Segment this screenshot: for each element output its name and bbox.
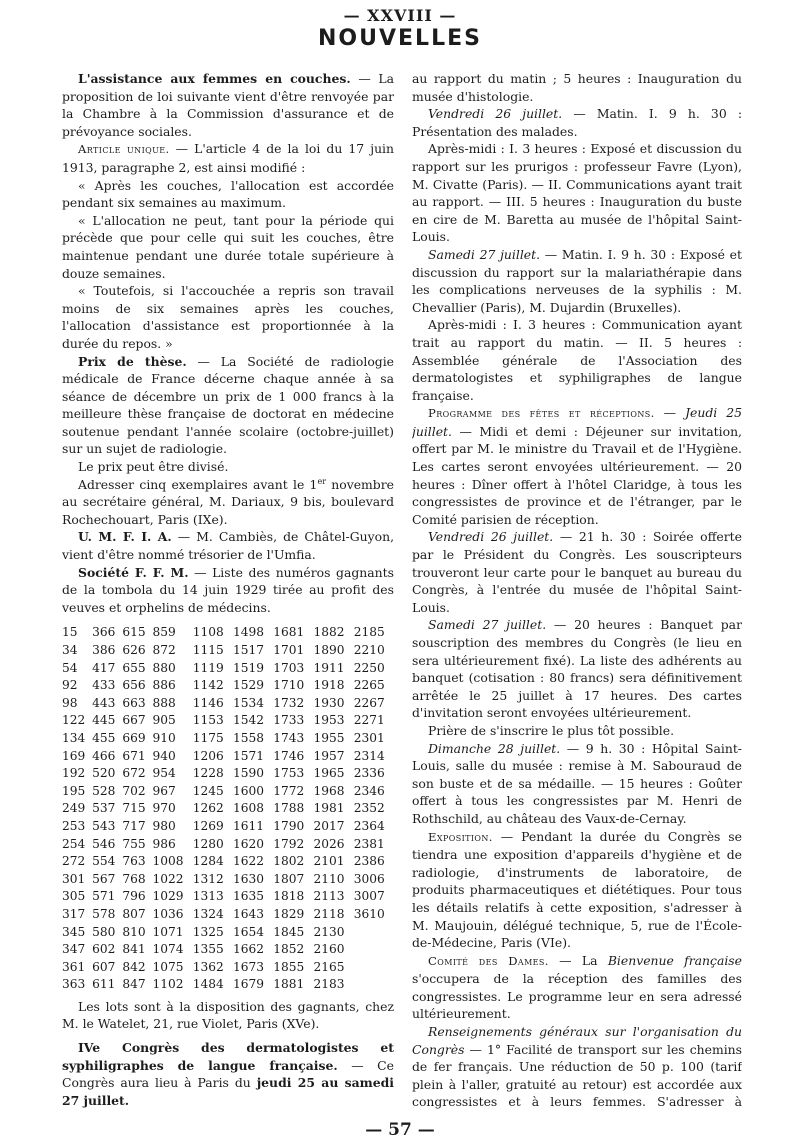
table-cell: 954 (152, 766, 176, 781)
table-row (62, 941, 394, 959)
paragraph-quote-2: « L'allocation ne peut, tant pour la période qui précède que pour celle qui suit les couches, être maintenue pendant une durée totale supérieure à douze semaines. (62, 212, 394, 281)
table-cell: 466 (92, 748, 116, 763)
table-cell: 1519 (232, 660, 265, 675)
text-exposition: — Pendant la durée du Congrès se tiendra une exposition d'appareils d'hygiène et de radiologie, d'instruments de laboratoire, de produits pharmaceutiques et diététiques. Pour tous les détails relatifs à cette exposition, s'adresser à M. Maujouin, délégué technique, 5, rue de l'École-de-Médecine, Paris (VIe). (412, 828, 742, 951)
table-cell: 2314 (353, 748, 385, 763)
table-cell: 859 (152, 625, 176, 640)
page-roman-numeral: — XXVIII — (343, 6, 457, 25)
table-cell: 254 (62, 836, 86, 851)
table-row (62, 924, 394, 942)
lead-exposition: Exposition. (428, 829, 493, 844)
table-cell (354, 941, 394, 959)
paragraph-umfia (62, 528, 394, 563)
table-row (62, 748, 394, 766)
table-cell: 715 (122, 801, 146, 816)
table-cell: 717 (122, 818, 146, 833)
table-cell: 768 (122, 871, 146, 886)
table-cell: 317 (62, 906, 86, 921)
table-cell: 1175 (192, 730, 224, 745)
table-cell: 986 (152, 836, 176, 851)
table-row (62, 976, 394, 994)
paragraph-prurigos: Après-midi : I. 3 heures : Exposé et discussion du rapport sur les prurigos : professeur Favre (Lyon), M. Civatte (Paris). — II. Communications ayant trait au rapport. — III. 5 heures : Inauguration du buste en cire de M. Baretta au musée de l'hôpital Saint-Louis. (412, 141, 742, 245)
text-adresser-b: novembre au secrétaire général, M. Dariaux, 9 bis, boulevard Rochechouart, Paris (IXe). (62, 476, 394, 527)
text-dimanche: — 9 h. 30 : Hôpital Saint-Louis, salle du musée : remise à M. Sabouraud de son buste et de sa médaille. — 15 heures : Goûter offert à tous les congressistes par M. Henri de Rothschild, au château des Vaux-de-Cernay. (412, 740, 742, 826)
table-cell: 520 (92, 766, 116, 781)
table-cell: 1312 (192, 871, 224, 886)
paragraph-comite (412, 952, 742, 1023)
table-cell: 2267 (353, 695, 385, 710)
table-cell: 1542 (232, 713, 265, 728)
table-cell: 2183 (313, 977, 345, 992)
table-cell: 1534 (232, 695, 265, 710)
table-cell: 253 (62, 818, 86, 833)
table-cell: 1119 (192, 660, 224, 675)
lead-assistance: L'assistance aux femmes en couches. (78, 71, 351, 86)
lead-article: Article unique. (78, 142, 170, 157)
table-cell: 880 (152, 660, 176, 675)
table-cell: 361 (62, 959, 86, 974)
table-cell: 386 (92, 643, 116, 657)
table-cell: 2165 (313, 959, 345, 974)
table-cell: 445 (92, 713, 116, 728)
table-cell: 672 (122, 766, 146, 781)
table-row (62, 695, 394, 713)
table-cell: 1753 (273, 766, 305, 781)
table-cell: 607 (92, 959, 116, 974)
table-row (62, 660, 394, 678)
table-cell: 443 (92, 695, 116, 710)
table-cell: 249 (62, 801, 86, 816)
paragraph-programme-scientifique (62, 1109, 394, 1110)
table-row (62, 730, 394, 748)
table-cell: 1108 (192, 625, 224, 640)
table-cell: 2336 (353, 766, 385, 781)
table-cell: 455 (92, 730, 116, 745)
table-cell: 1679 (232, 977, 265, 992)
table-cell: 1807 (273, 871, 305, 886)
text-bienvenue: Bienvenue française (607, 952, 742, 968)
paragraph-quote-3: « Toutefois, si l'accouchée a repris son travail moins de six semaines après les couches, l'allocation d'assistance est proportionnée à la durée du repos. » (62, 283, 394, 351)
table-cell: 2265 (353, 678, 385, 693)
paragraph-tombola (62, 564, 394, 617)
date-dimanche: Dimanche 28 juillet. (428, 740, 561, 756)
table-cell: 888 (152, 695, 176, 710)
table-cell: 1075 (152, 959, 184, 974)
table-cell: 967 (152, 783, 176, 798)
table-cell: 2185 (353, 625, 385, 640)
table-cell: 1818 (273, 889, 305, 904)
table-cell: 2250 (353, 660, 385, 675)
table-cell: 1228 (192, 766, 224, 781)
table-cell: 2110 (313, 871, 345, 886)
text-vendredi: — Matin. I. 9 h. 30 : Présentation des malades. (412, 106, 742, 139)
table-cell: 1280 (192, 836, 224, 851)
table-cell: 567 (92, 871, 116, 886)
table-cell: 1703 (273, 660, 305, 675)
paragraph-r1: au rapport du matin ; 5 heures : Inauguration du musée d'histologie. (412, 71, 742, 104)
winning-numbers-table (62, 624, 394, 993)
table-cell: 1881 (273, 977, 305, 992)
section-title: NOUVELLES (318, 26, 482, 51)
table-cell: 905 (152, 713, 176, 728)
table-cell: 1611 (232, 818, 265, 833)
table-row (62, 871, 394, 889)
paragraph-vendredi (412, 105, 742, 140)
table-cell: 1622 (232, 854, 265, 869)
paragraph-exposition (412, 828, 742, 952)
table-row (62, 800, 394, 818)
left-column (62, 70, 394, 1110)
table-cell: 2210 (353, 643, 385, 657)
paragraph-fetes: Programme des fêtes et réceptions. — Jeudi 25 juillet. — Midi et demi : Déjeuner sur invitation, offert par M. le ministre du Travail et de l'Hygiène. Les cartes seront envoyées ultérieurement. — 20 heures : Dîner offert à l'hôtel Claridge, à tous les congressistes de province et de l'étranger, par le Comité parisien de réception. (412, 405, 742, 527)
table-row (62, 836, 394, 854)
text-congres: — Ce Congrès aura lieu à Paris du (62, 1057, 394, 1091)
text-soiree: — 21 h. 30 : Soirée offerte par le Président du Congrès. Les souscripteurs trouveront leur carte pour le banquet au bureau du Congrès, à l'entrée du musée de l'hôpital Saint-Louis. (412, 529, 742, 615)
table-cell: 1029 (152, 889, 184, 904)
table-cell: 1146 (192, 695, 224, 710)
table-cell: 2026 (313, 836, 345, 851)
table-cell: 1829 (273, 906, 305, 921)
table-cell: 1206 (192, 748, 224, 763)
table-cell: 2352 (353, 801, 385, 816)
text-assistance: — La proposition de loi suivante vient d'être renvoyée par la Chambre à la Commission d'assurance et de prévoyance sociales. (62, 71, 394, 139)
table-cell: 15 (62, 625, 78, 640)
table-cell: 1743 (273, 730, 305, 745)
table-cell: 842 (122, 959, 146, 974)
paragraph-dimanche (412, 740, 742, 828)
table-cell: 1269 (192, 818, 224, 833)
table-cell: 1153 (192, 713, 224, 728)
text-fetes: — Midi et demi : Déjeuner sur invitation, offert par M. le ministre du Travail et de l'Hygiène. Les cartes seront envoyées ultérieurement. — 20 heures : Dîner offert à l'hôtel Claridge, à tous les congressistes de province et de l'étranger, par le Comité parisien de réception. (412, 423, 742, 527)
table-cell: 810 (122, 924, 146, 939)
table-cell: 1654 (232, 924, 265, 939)
table-row (62, 906, 394, 924)
table-cell: 1732 (273, 695, 305, 710)
paragraph-article (62, 140, 394, 176)
table-cell: 554 (92, 854, 116, 869)
table-cell: 1930 (313, 695, 345, 710)
table-cell: 940 (152, 748, 176, 763)
table-row (62, 888, 394, 906)
table-cell: 1882 (313, 625, 345, 640)
table-cell: 2381 (353, 836, 385, 851)
date-samedi: Samedi 27 juillet. (428, 246, 541, 262)
table-cell: 910 (152, 730, 176, 745)
table-cell: 1608 (232, 801, 265, 816)
paragraph-soiree (412, 528, 742, 616)
page-number: — 57 — (365, 1120, 435, 1140)
table-cell: 1710 (273, 678, 305, 693)
table-row (62, 765, 394, 783)
table-cell: 1802 (273, 854, 305, 869)
table-cell: 1102 (152, 977, 184, 992)
table-cell: 1852 (273, 942, 305, 957)
table-cell: 1673 (232, 959, 265, 974)
text-comite-a: — La (548, 952, 608, 968)
table-cell: 1074 (152, 942, 184, 957)
text-adresser-a: Adresser cinq exemplaires avant le 1 (78, 476, 318, 492)
table-cell: 841 (122, 942, 146, 957)
table-cell: 669 (122, 730, 146, 745)
table-cell: 847 (122, 977, 146, 992)
table-cell: 1313 (192, 889, 224, 904)
table-cell: 1643 (232, 906, 265, 921)
text-tombola: — Liste des numéros gagnants de la tombola du 14 juin 1929 tirée au profit des veuves et orphelins de médecins. (62, 564, 394, 615)
table-cell: 2118 (313, 906, 345, 921)
table-cell: 1362 (192, 959, 224, 974)
table-cell: 1284 (192, 854, 224, 869)
table-cell: 1115 (192, 643, 224, 657)
table-row (62, 783, 394, 801)
table-cell: 1630 (232, 871, 265, 886)
table-cell: 1324 (192, 906, 224, 921)
table-cell: 1681 (273, 625, 305, 640)
table-cell: 626 (122, 643, 146, 657)
table-cell: 796 (122, 889, 146, 904)
paragraph-congres (62, 1039, 394, 1109)
table-cell: 2113 (313, 889, 345, 904)
table-cell: 655 (122, 660, 146, 675)
table-cell: 1890 (313, 643, 345, 657)
table-cell: 615 (122, 625, 146, 640)
paragraph-inscrire: Prière de s'inscrire le plus tôt possible. (428, 722, 675, 738)
table-cell: 1965 (313, 766, 345, 781)
dates-congres: jeudi 25 au samedi 27 juillet. (62, 1075, 394, 1108)
text-banquet: — 20 heures : Banquet par souscription des membres du Congrès (le lieu en sera ultérieurement fixé). La liste des adhérents au banquet (cotisation : 80 francs) sera définitivement arrêtée le 25 juillet à 17 heures. Des cartes d'invitation seront envoyées ultérieurement. (412, 617, 742, 721)
table-cell: 763 (122, 854, 146, 869)
table-cell: 1590 (232, 766, 265, 781)
table-cell: 611 (92, 977, 116, 992)
table-cell: 1071 (152, 924, 184, 939)
table-cell: 1788 (273, 801, 305, 816)
table-cell: 1981 (313, 801, 345, 816)
table-cell: 578 (92, 906, 116, 921)
table-cell: 1484 (192, 977, 224, 992)
table-cell: 2160 (313, 942, 345, 957)
table-cell: 192 (62, 766, 86, 781)
table-cell: 1911 (313, 660, 345, 675)
table-cell: 3006 (353, 871, 385, 886)
table-cell: 417 (92, 660, 116, 675)
table-cell: 1600 (232, 783, 265, 798)
table-cell: 98 (62, 695, 78, 710)
table-cell: 886 (152, 678, 176, 693)
table-cell: 755 (122, 836, 146, 851)
table-row (62, 712, 394, 730)
lead-comite: Comité des Dames. (428, 953, 549, 968)
table-cell: 571 (92, 889, 116, 904)
table-cell: 1968 (313, 783, 345, 798)
table-cell: 1571 (232, 748, 265, 763)
table-cell (354, 959, 394, 977)
text-samedi: — Matin. I. 9 h. 30 : Exposé et discussion du rapport sur la malariathérapie dans les complications nerveuses de la syphilis : M. Chevallier (Paris), M. Dujardin (Bruxelles). (412, 246, 742, 315)
table-cell: 667 (122, 713, 146, 728)
date-banquet: Samedi 27 juillet. (428, 617, 547, 633)
table-cell: 1662 (232, 942, 265, 957)
table-cell: 1245 (192, 783, 224, 798)
table-cell: 656 (122, 678, 146, 693)
table-cell: 537 (92, 801, 116, 816)
table-cell: 195 (62, 783, 86, 798)
table-cell: 2271 (353, 713, 385, 728)
table-cell: 363 (62, 977, 86, 992)
table-cell: 134 (62, 730, 86, 745)
table-cell: 169 (62, 748, 86, 763)
text-prix-these: — La Société de radiologie médicale de France décerne chaque année à sa séance de décembre un prix de 1 000 francs à la meilleure thèse française de doctorat en médecine soutenue pendant l'année scolaire (octobre-juillet) sur un sujet de radiologie. (62, 353, 394, 457)
paragraph-adresser (62, 476, 394, 529)
table-cell (354, 976, 394, 994)
table-cell: 1620 (232, 836, 265, 851)
paragraph-lots: Les lots sont à la disposition des gagnants, chez M. le Watelet, 21, rue Violet, Paris (XVe). (62, 998, 394, 1032)
table-cell: 366 (92, 625, 116, 640)
heading-renseignements: Renseignements généraux sur l'organisation du Congrès (412, 1024, 742, 1057)
table-row (62, 624, 394, 642)
date-fetes-jeudi: Jeudi 25 juillet. (412, 405, 742, 439)
lead-tombola: Société F. F. M. (78, 564, 189, 580)
table-cell: 1855 (273, 959, 305, 974)
table-cell: 546 (92, 836, 116, 851)
table-cell: 1008 (152, 854, 184, 869)
table-cell: 347 (62, 942, 86, 957)
text-umfia: — M. Cambiès, de Châtel-Guyon, vient d'être nommé trésorier de l'Umfia. (62, 529, 394, 563)
table-cell: 1790 (273, 818, 305, 833)
superscript-er: er (317, 476, 327, 486)
table-cell: 1772 (273, 783, 305, 798)
table-cell: 1733 (273, 713, 305, 728)
table-cell: 2101 (313, 854, 345, 869)
table-cell: 1957 (313, 748, 345, 763)
table-row (62, 818, 394, 836)
table-cell: 1558 (232, 730, 265, 745)
table-cell: 1845 (273, 924, 305, 939)
table-cell: 1953 (313, 713, 345, 728)
table-cell: 1325 (192, 924, 224, 939)
table-row (62, 959, 394, 977)
paragraph-assistance (62, 70, 394, 140)
date-soiree: Vendredi 26 juillet. (428, 529, 554, 545)
paragraph-assemblee: Après-midi : I. 3 heures : Communication ayant trait au rapport du matin. — II. 5 heures : Assemblée générale de l'Association des dermatologistes et syphiligraphes de langue française. (412, 317, 742, 403)
paragraph-quote-1: « Après les couches, l'allocation est accordée pendant six semaines au maximum. (62, 177, 394, 211)
table-cell: 1529 (232, 678, 265, 693)
table-cell: 1498 (232, 625, 265, 640)
table-cell: 580 (92, 924, 116, 939)
table-cell: 2364 (353, 818, 385, 833)
lead-congres: IVe Congrès des dermatologistes et syphiligraphes de langue française. (62, 1040, 394, 1073)
table-cell: 1142 (192, 678, 224, 693)
table-cell: 702 (122, 783, 146, 798)
table-row (62, 642, 394, 660)
table-cell: 301 (62, 871, 86, 886)
table-cell: 34 (62, 643, 78, 657)
paragraph-prix-divise: Le prix peut être divisé. (78, 459, 229, 475)
table-cell: 345 (62, 924, 86, 939)
table-cell: 528 (92, 783, 116, 798)
table-cell: 602 (92, 942, 116, 957)
table-cell: 1746 (273, 748, 305, 763)
table-cell: 970 (152, 801, 176, 816)
table-cell: 122 (62, 713, 86, 728)
table-row (62, 677, 394, 695)
table-cell (354, 924, 394, 942)
table-cell: 663 (122, 695, 146, 710)
lead-umfia: U. M. F. I. A. (78, 529, 172, 545)
table-cell: 872 (152, 643, 176, 657)
table-cell: 2301 (353, 730, 385, 745)
table-cell: 1022 (152, 871, 184, 886)
table-cell: 2017 (313, 818, 345, 833)
right-column (412, 70, 742, 1110)
table-cell: 980 (152, 818, 176, 833)
table-cell: 671 (122, 748, 146, 763)
table-cell: 543 (92, 818, 116, 833)
table-row (62, 853, 394, 871)
table-cell: 1517 (232, 643, 265, 657)
paragraph-renseignements (412, 1023, 742, 1110)
table-cell: 433 (92, 678, 116, 693)
table-cell: 1701 (273, 643, 305, 657)
text-comite-b: s'occupera de la réception des familles des congressistes. Le programme leur en sera adressé ultérieurement. (412, 971, 742, 1022)
table-cell: 1955 (313, 730, 345, 745)
date-vendredi: Vendredi 26 juillet. (428, 106, 563, 122)
paragraph-samedi (412, 246, 742, 316)
table-cell: 1355 (192, 942, 224, 957)
paragraph-banquet (412, 616, 742, 722)
table-cell: 3610 (353, 906, 385, 921)
table-cell: 2386 (353, 854, 385, 869)
table-cell: 1036 (152, 906, 184, 921)
table-cell: 305 (62, 889, 86, 904)
table-cell: 272 (62, 854, 86, 869)
lead-prix-these: Prix de thèse. (78, 353, 187, 369)
table-cell: 3007 (353, 889, 385, 904)
paragraph-prix-these (62, 353, 394, 459)
table-cell: 1792 (273, 836, 305, 851)
table-cell: 2130 (313, 924, 345, 939)
text-article: — L'article 4 de la loi du 17 juin 1913, paragraphe 2, est ainsi modifié : (62, 141, 394, 175)
table-cell: 92 (62, 678, 78, 693)
text-renseignements: — 1° Facilité de transport sur les chemins de fer français. Une réduction de 50 p. 100 (tarif plein à l'aller, gratuité au retour) est accordée aux congressistes et à leurs femmes. S'adresser à (412, 1041, 742, 1110)
table-cell: 54 (62, 660, 78, 675)
table-cell: 807 (122, 906, 146, 921)
table-cell: 1262 (192, 801, 224, 816)
table-cell: 1918 (313, 678, 345, 693)
lead-fetes: Programme des fêtes et réceptions. (428, 406, 655, 421)
table-cell: 1635 (232, 889, 265, 904)
table-cell: 2346 (353, 783, 385, 798)
